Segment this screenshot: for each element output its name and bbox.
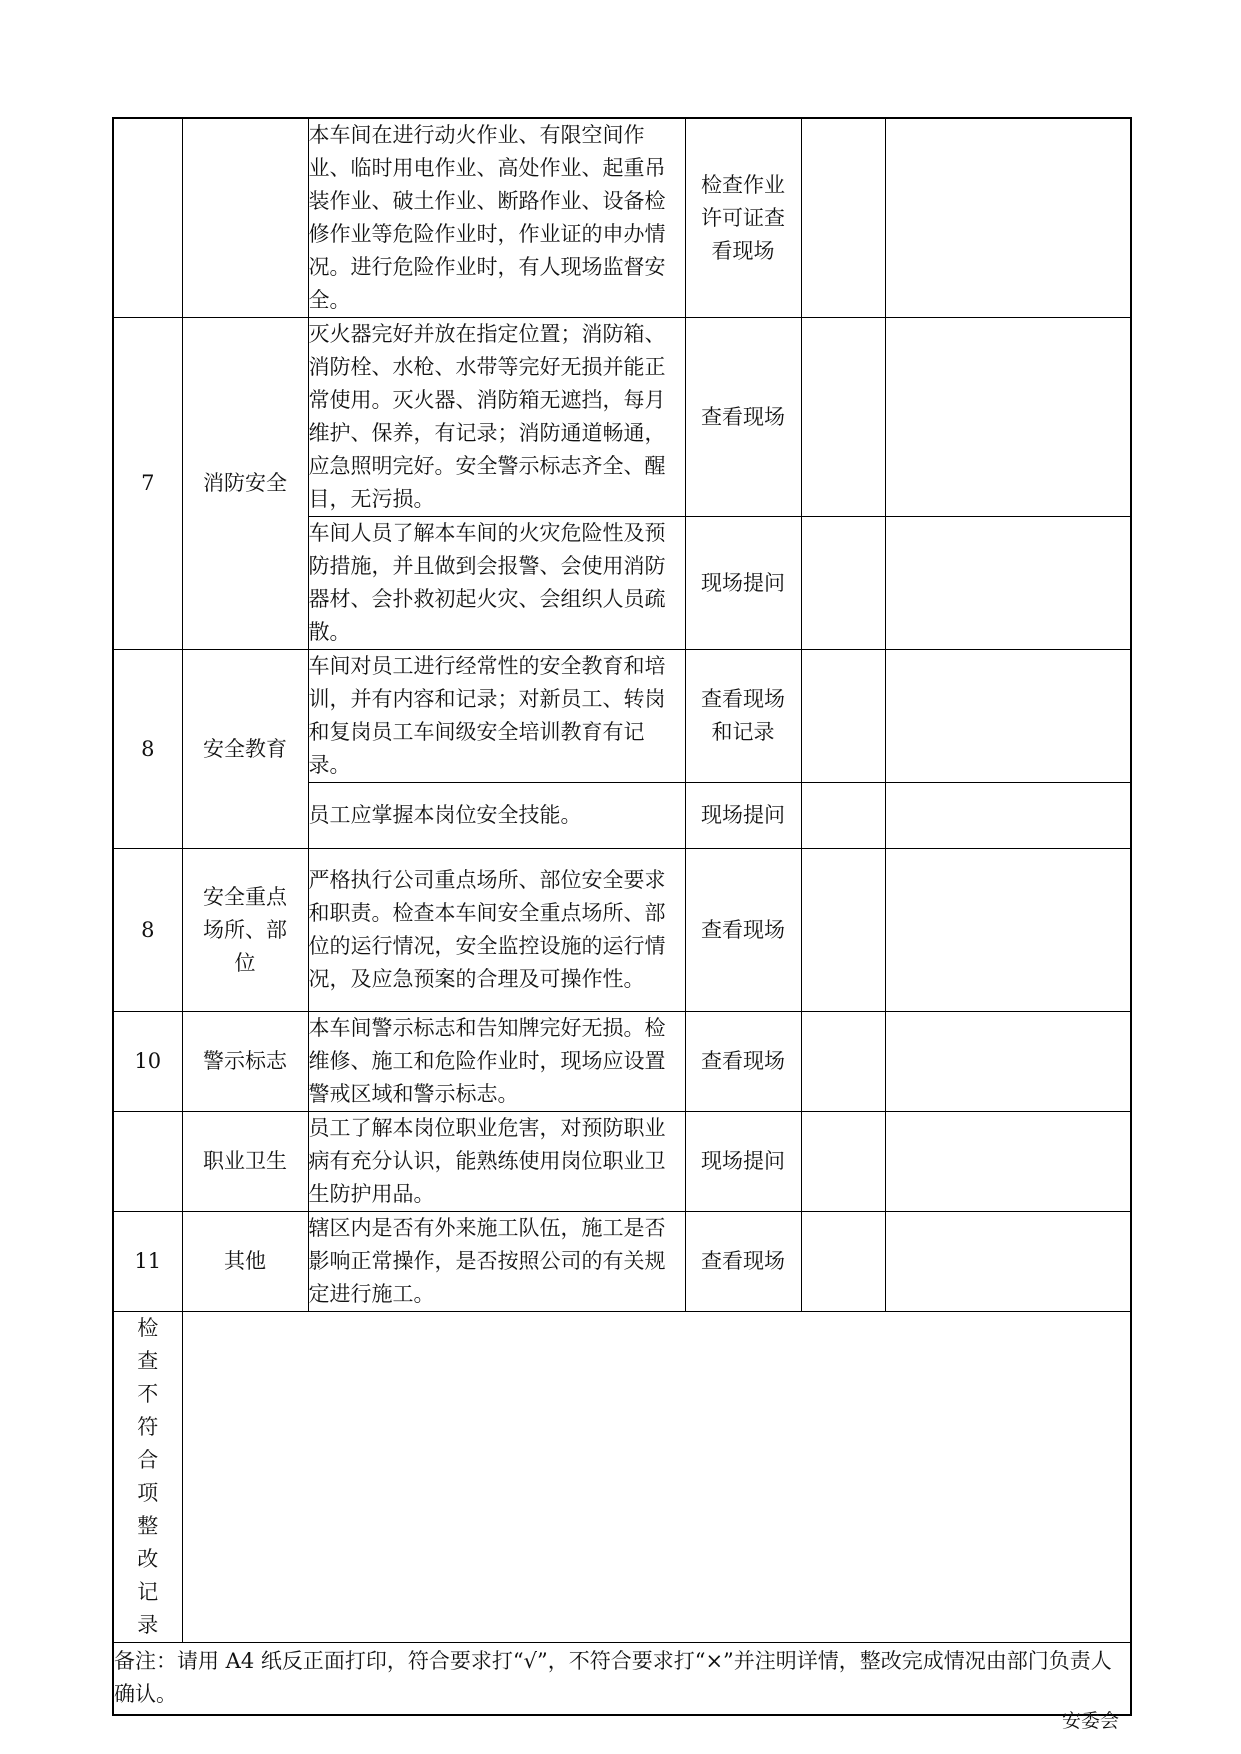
check-method: 检查作业许可证查看现场 <box>685 118 801 318</box>
result-cell[interactable] <box>801 318 885 517</box>
item-category: 其他 <box>182 1212 308 1312</box>
result-cell[interactable] <box>801 1112 885 1212</box>
result-cell[interactable] <box>801 1212 885 1312</box>
check-content: 车间人员了解本车间的火灾危险性及预防措施，并且做到会报警、会使用消防器材、会扑救初起火灾、会组织人员疏散。 <box>308 517 685 650</box>
table-row <box>113 650 1131 783</box>
check-method: 查看现场 <box>685 1212 801 1312</box>
note-text: 备注：请用 A4 纸反正面打印，符合要求打“√”，不符合要求打“×”并注明详情，整改完成情况由部门负责人确认。 <box>113 1643 1131 1715</box>
remark-cell[interactable] <box>885 849 1131 1012</box>
remark-cell[interactable] <box>885 318 1131 517</box>
check-content: 车间对员工进行经常性的安全教育和培训，并有内容和记录；对新员工、转岗和复岗员工车间级安全培训教育有记录。 <box>308 650 685 783</box>
check-content: 员工了解本岗位职业危害，对预防职业病有充分认识，能熟练使用岗位职业卫生防护用品。 <box>308 1112 685 1212</box>
rectification-row <box>113 1312 1131 1643</box>
remark-cell[interactable] <box>885 650 1131 783</box>
item-number: 8 <box>113 650 182 849</box>
item-category: 消防安全 <box>182 318 308 650</box>
result-cell[interactable] <box>801 1012 885 1112</box>
check-method: 查看现场 <box>685 1012 801 1112</box>
item-number <box>113 118 182 318</box>
remark-cell[interactable] <box>885 118 1131 318</box>
check-method: 查看现场 <box>685 318 801 517</box>
item-category: 安全重点场所、部位 <box>182 849 308 1012</box>
result-cell[interactable] <box>801 118 885 318</box>
item-number: 11 <box>113 1212 182 1312</box>
result-cell[interactable] <box>801 849 885 1012</box>
table-row <box>113 1012 1131 1112</box>
table-row <box>113 118 1131 318</box>
item-category: 警示标志 <box>182 1012 308 1112</box>
result-cell[interactable] <box>801 783 885 849</box>
table-row <box>113 849 1131 1012</box>
footer-issuer: 安委会 <box>1062 1710 1120 1732</box>
table-row <box>113 318 1131 517</box>
rectification-record-area[interactable] <box>182 1312 1131 1643</box>
table-row <box>113 1212 1131 1312</box>
check-content: 员工应掌握本岗位安全技能。 <box>308 783 685 849</box>
item-number: 8 <box>113 849 182 1012</box>
item-category: 职业卫生 <box>182 1112 308 1212</box>
check-content: 本车间在进行动火作业、有限空间作业、临时用电作业、高处作业、起重吊装作业、破土作业、断路作业、设备检修作业等危险作业时，作业证的申办情况。进行危险作业时，有人现场监督安全。 <box>308 118 685 318</box>
item-number: 7 <box>113 318 182 650</box>
check-method: 现场提问 <box>685 517 801 650</box>
check-method: 查看现场和记录 <box>685 650 801 783</box>
note-row <box>113 1643 1131 1715</box>
item-category: 安全教育 <box>182 650 308 849</box>
item-category <box>182 118 308 318</box>
remark-cell[interactable] <box>885 1012 1131 1112</box>
remark-cell[interactable] <box>885 517 1131 650</box>
check-content: 严格执行公司重点场所、部位安全要求和职责。检查本车间安全重点场所、部位的运行情况，安全监控设施的运行情况，及应急预案的合理及可操作性。 <box>308 849 685 1012</box>
table-row <box>113 1112 1131 1212</box>
result-cell[interactable] <box>801 650 885 783</box>
check-method: 查看现场 <box>685 849 801 1012</box>
check-method: 现场提问 <box>685 1112 801 1212</box>
item-number <box>113 1112 182 1212</box>
result-cell[interactable] <box>801 517 885 650</box>
check-content: 灭火器完好并放在指定位置；消防箱、消防栓、水枪、水带等完好无损并能正常使用。灭火器、消防箱无遮挡，每月维护、保养，有记录；消防通道畅通，应急照明完好。安全警示标志齐全、醒目，无污损。 <box>308 318 685 517</box>
remark-cell[interactable] <box>885 1112 1131 1212</box>
rectification-label: 检查不符合项整改记录 <box>113 1312 182 1643</box>
check-method: 现场提问 <box>685 783 801 849</box>
inspection-sheet-page <box>112 117 1132 1716</box>
check-content: 辖区内是否有外来施工队伍，施工是否影响正常操作，是否按照公司的有关规定进行施工。 <box>308 1212 685 1312</box>
check-content: 本车间警示标志和告知牌完好无损。检维修、施工和危险作业时，现场应设置警戒区域和警示标志。 <box>308 1012 685 1112</box>
remark-cell[interactable] <box>885 1212 1131 1312</box>
remark-cell[interactable] <box>885 783 1131 849</box>
item-number: 10 <box>113 1012 182 1112</box>
inspection-table <box>112 117 1132 1716</box>
